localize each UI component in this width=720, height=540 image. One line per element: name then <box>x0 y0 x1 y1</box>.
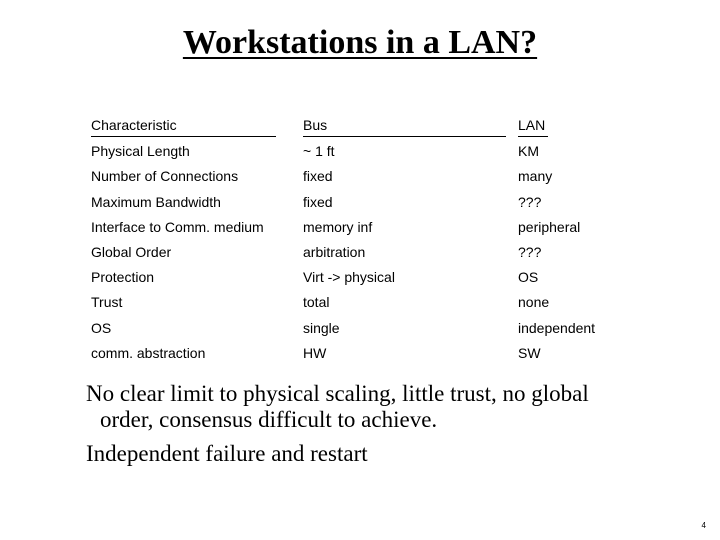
row-lan: ??? <box>518 243 542 260</box>
page-number: 4 <box>701 521 706 530</box>
scaling-paragraph-line1: No clear limit to physical scaling, little trust, no global <box>86 381 589 406</box>
row-characteristic: Protection <box>91 269 155 286</box>
slide-title-text: Workstations in a LAN? <box>182 24 538 61</box>
failure-paragraph: Independent failure and restart <box>86 441 368 466</box>
row-lan: none <box>518 294 550 311</box>
row-characteristic: Physical Length <box>91 143 190 160</box>
row-lan: OS <box>518 269 539 286</box>
row-bus: Virt -> physical <box>303 269 395 286</box>
row-lan: KM <box>518 143 539 160</box>
row-bus: fixed <box>303 168 333 185</box>
row-lan: many <box>518 168 553 185</box>
slide-title <box>0 22 720 64</box>
row-bus: ~ 1 ft <box>303 143 335 160</box>
row-bus: total <box>303 294 330 311</box>
header-lan: LAN <box>518 114 548 137</box>
row-lan: independent <box>518 319 596 336</box>
row-bus: single <box>303 319 340 336</box>
row-bus: arbitration <box>303 243 366 260</box>
row-characteristic: Trust <box>91 294 123 311</box>
row-characteristic: Number of Connections <box>91 168 239 185</box>
row-bus: memory inf <box>303 218 373 235</box>
row-characteristic: Interface to Comm. medium <box>91 218 264 235</box>
row-lan: SW <box>518 344 541 361</box>
row-characteristic: Global Order <box>91 243 172 260</box>
row-characteristic: Maximum Bandwidth <box>91 193 221 210</box>
row-bus: HW <box>303 344 327 361</box>
header-bus: Bus <box>303 114 506 137</box>
scaling-paragraph <box>86 381 666 433</box>
header-characteristic: Characteristic <box>91 114 276 137</box>
row-characteristic: OS <box>91 319 112 336</box>
row-lan: peripheral <box>518 218 581 235</box>
scaling-paragraph-line2: order, consensus difficult to achieve. <box>100 407 438 432</box>
row-characteristic: comm. abstraction <box>91 344 206 361</box>
row-lan: ??? <box>518 193 542 210</box>
row-bus: fixed <box>303 193 333 210</box>
